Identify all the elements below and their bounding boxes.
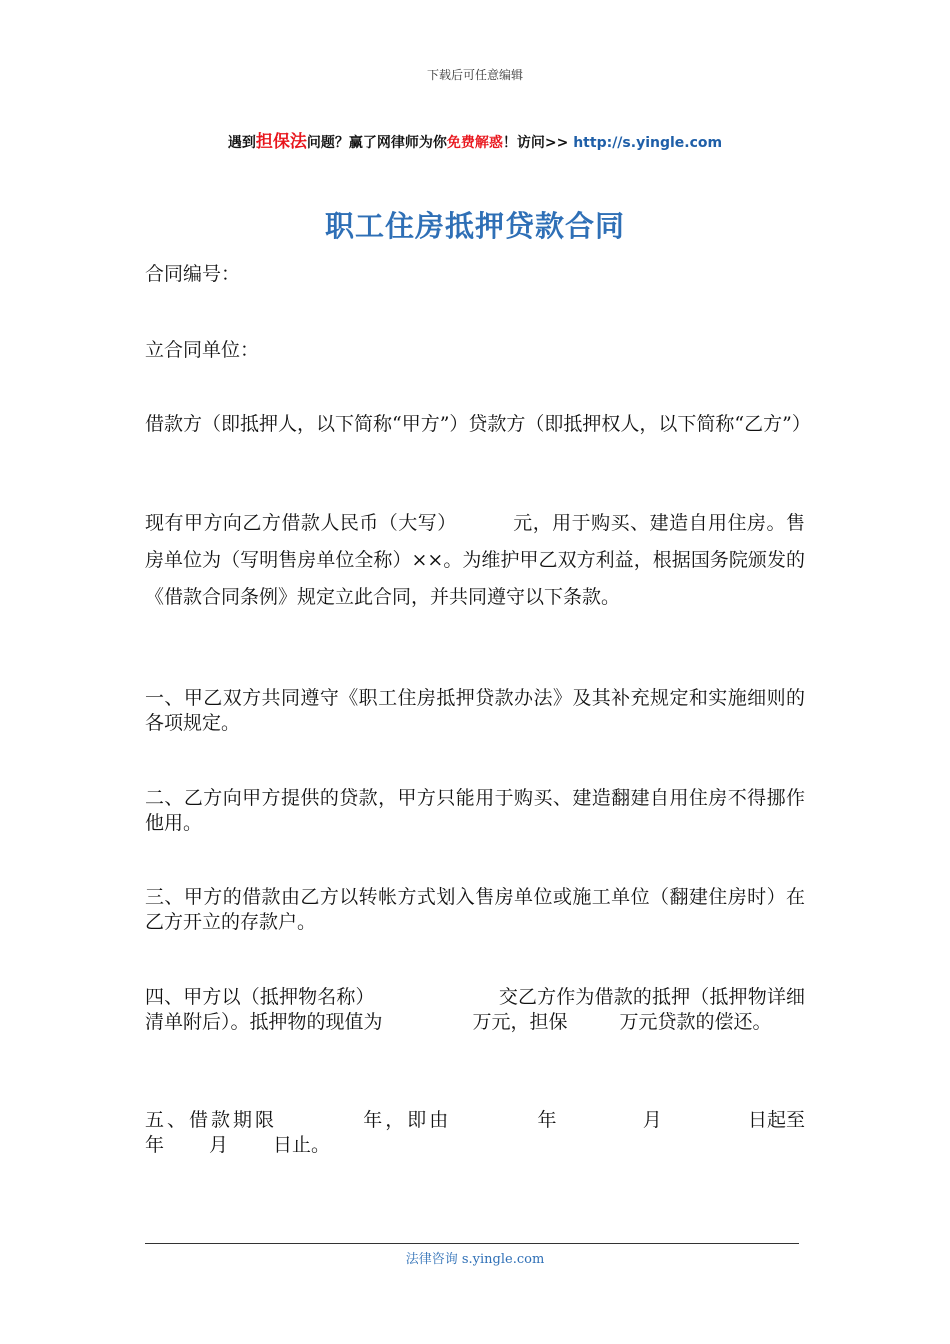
contracting-unit: 立合同单位：: [145, 339, 260, 361]
article-4: [145, 985, 805, 1035]
article-1: 一、甲乙双方共同遵守《职工住房抵押贷款办法》及其补充规定和实施细则的各项规定。: [145, 687, 805, 734]
intro-text: 元，用于购买、建造自用住房。售房单位为（写明售房单位全称）××。为维护甲乙双方利益，根据国务院颁发的《借款合同条例》规定立此合同，并共同遵守以下条款。: [145, 512, 805, 608]
promo-highlight: 免费解惑: [446, 135, 503, 151]
article-5-line-1: [145, 1108, 805, 1133]
intro-paragraph: [145, 505, 805, 616]
article-5-text: 日止。: [273, 1134, 331, 1156]
article-5-line-2: [145, 1133, 805, 1158]
article-5-text: 月: [209, 1134, 229, 1156]
article-5-text: 年: [537, 1109, 557, 1131]
article-5-text: 年，即由: [363, 1109, 452, 1131]
contract-number: 合同编号：: [145, 263, 241, 285]
article-4-text: 交乙方作为借款的抵押（抵押物详细清单附后）。抵押物的现值为: [145, 986, 805, 1033]
promo-link[interactable]: http://s.yingle.com: [573, 135, 723, 151]
article-4-text: 万元贷款的偿还。: [619, 1011, 772, 1033]
footer-divider: [145, 1243, 799, 1244]
document-title: 职工住房抵押贷款合同: [324, 209, 625, 243]
article-3: 三、甲方的借款由乙方以转帐方式划入售房单位或施工单位（翻建住房时）在乙方开立的存款户。: [145, 886, 805, 933]
promo-keyword: 担保法: [255, 132, 307, 152]
promo-text: ！访问>>: [502, 135, 569, 151]
article-5-text: 五、借款期限: [145, 1109, 278, 1131]
article-5-text: 日起至: [747, 1109, 805, 1131]
article-5-text: 月: [642, 1109, 662, 1131]
article-4-text: 四、甲方以（抵押物名称）: [145, 986, 375, 1008]
article-5: [145, 1108, 805, 1158]
promo-banner: [0, 127, 950, 152]
parties-paragraph: 借款方（即抵押人，以下简称“甲方”）贷款方（即抵押权人，以下简称“乙方”）: [145, 413, 811, 435]
promo-text: 遇到: [227, 135, 256, 151]
footer-link[interactable]: 法律咨询 s.yingle.com: [405, 1252, 545, 1267]
article-5-text: 年: [145, 1134, 165, 1156]
page-header: 下载后可任意编辑: [426, 68, 523, 82]
promo-text: 问题？赢了网律师为你: [306, 135, 447, 151]
intro-text: 现有甲方向乙方借款人民币（大写）: [145, 512, 457, 534]
article-4-text: 万元，担保: [472, 1011, 568, 1033]
article-2: 二、乙方向甲方提供的贷款，甲方只能用于购买、建造翻建自用住房不得挪作他用。: [145, 787, 805, 834]
